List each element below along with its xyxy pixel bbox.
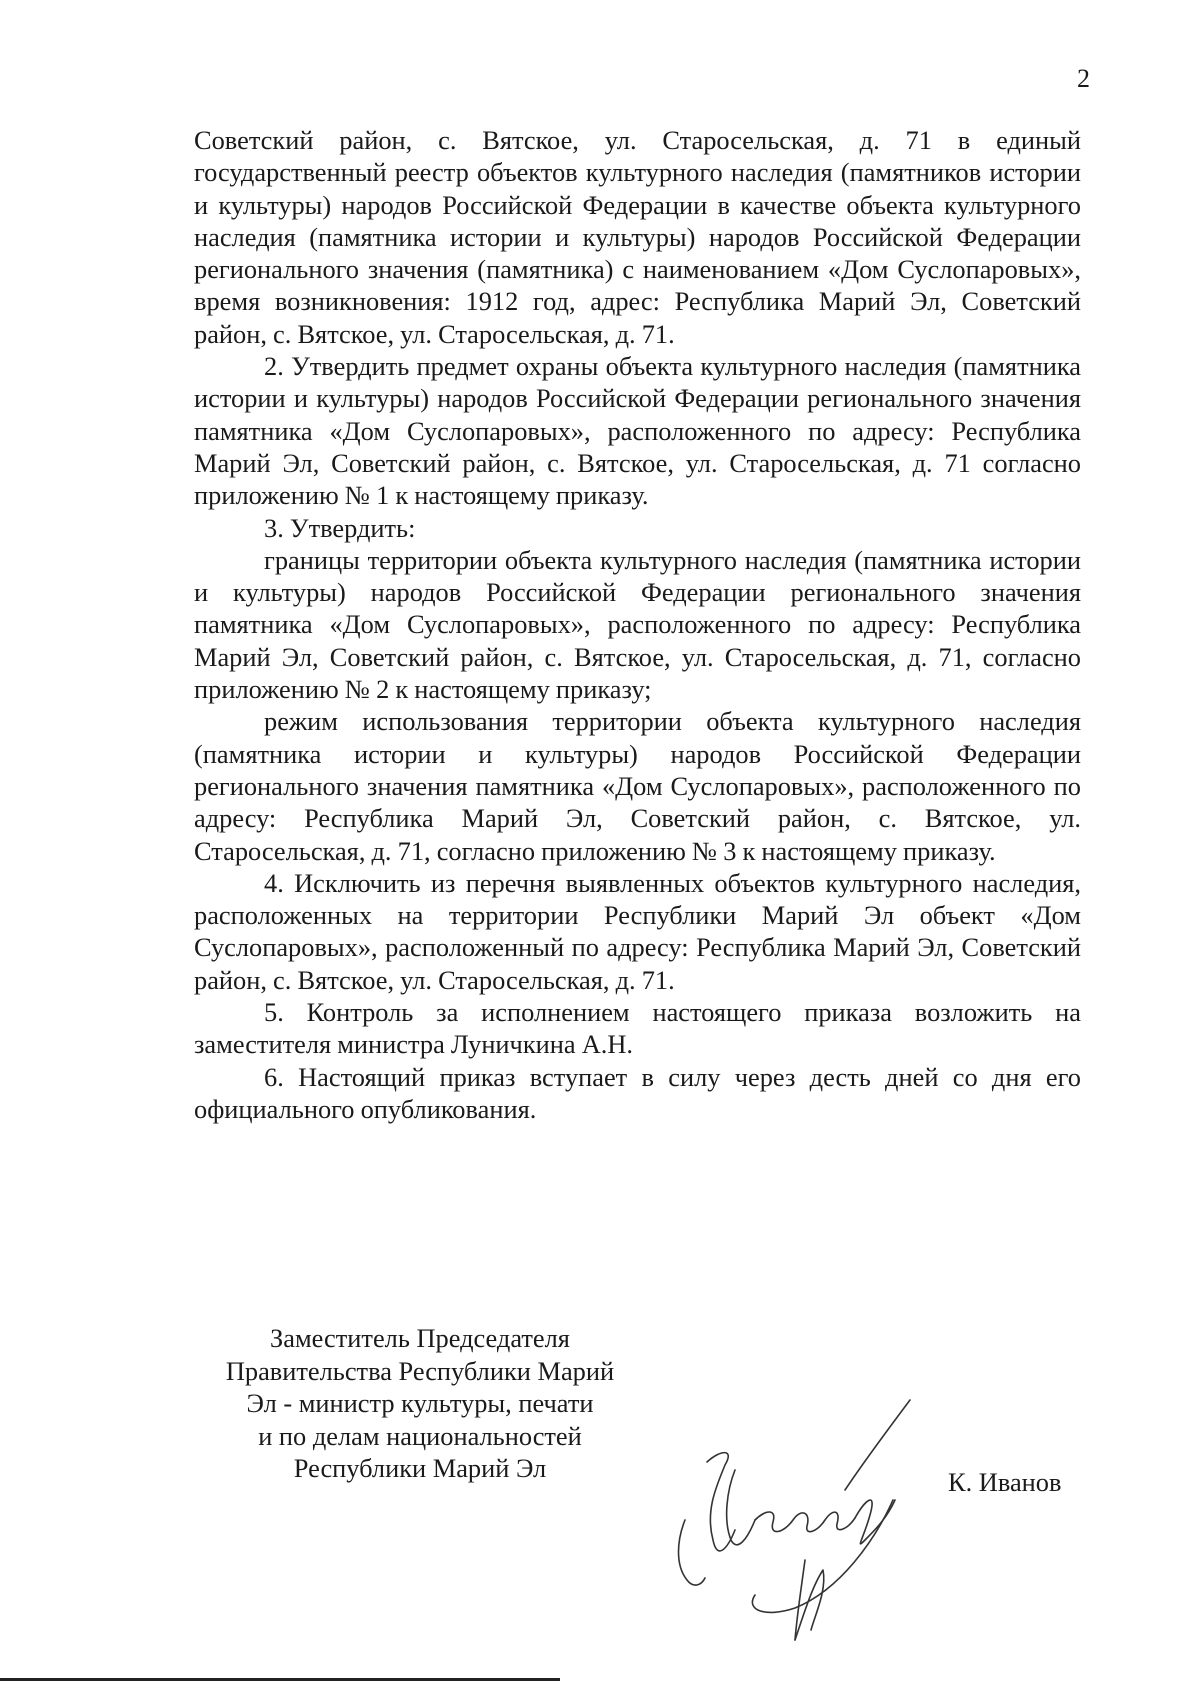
signatory-position-line: Эл - министр культуры, печати [246,1388,594,1418]
signatory-position-line: Заместитель Председателя [270,1323,570,1353]
handwritten-signature [665,1390,995,1650]
signatory-position-line: и по делам национальностей [258,1420,582,1451]
signer-name: К. Иванов [948,1467,1062,1497]
footer-rule [0,1678,560,1681]
paragraph-4-exclude: 4. Исключить из перечня выявленных объектов культурного наследия, расположенных на территории Республики Марий Эл объект «Дом Суслопаровых», расположенный по адресу: Республика Марий Эл, Советский район, с. Вятское, ул. Старосельская, д. 71. [194,867,1081,995]
paragraph-territory-boundaries: границы территории объекта культурного наследия (памятника истории и культуры) народов Российской Федерации регионального значения памятника «Дом Суслопаровых», расположенного по адресу: Республика Марий Эл, Советский район, с. Вятское, ул. Старосельская, д. 71, согласно приложению № 2 к настоящему приказу; [194,544,1081,705]
paragraph-5-control: 5. Контроль за исполнением настоящего приказа возложить на заместителя министра Луничкина А.Н. [194,997,1081,1060]
paragraph-2-approve-protection-subject: 2. Утвердить предмет охраны объекта культурного наследия (памятника истории и культуры) народов Российской Федерации регионального значения памятника «Дом Суслопаровых», расположенного по адресу: Республика Марий Эл, Советский район, с. Вятское, ул. Старосельская, д. 71 согласно приложению № 1 к настоящему приказу. [194,351,1081,511]
signatory-position-line: Правительства Республики Марий [225,1355,615,1386]
page-number: 2 [1077,64,1090,93]
paragraph-6-effective: 6. Настоящий приказ вступает в силу через десть дней со дня его официального опубликования. [194,1061,1081,1124]
signatory-position [190,1322,650,1485]
document-body [194,124,1081,1125]
paragraph-1-continuation: Советский район, с. Вятское, ул. Старосельская, д. 71 в единый государственный реестр объектов культурного наследия (памятников истории и культуры) народов Российской Федерации в качестве объекта культурного наследия (памятника истории и культуры) народов Российской Федерации регионального значения (памятника) с наименованием «Дом Суслопаровых», время возникновения: 1912 год, адрес: Республика Марий Эл, Советский район, с. Вятское, ул. Старосельская, д. 71. [194,125,1081,349]
paragraph-3-approve: 3. Утвердить: [264,512,416,543]
paragraph-territory-usage-regime: режим использования территории объекта культурного наследия (памятника истории и культуры) народов Российской Федерации регионального значения памятника «Дом Суслопаровых», расположенного по адресу: Республика Марий Эл, Советский район, с. Вятское, ул. Старосельская, д. 71, согласно приложению № 3 к настоящему приказу. [194,706,1081,866]
signatory-position-line: Республики Марий Эл [293,1453,547,1483]
